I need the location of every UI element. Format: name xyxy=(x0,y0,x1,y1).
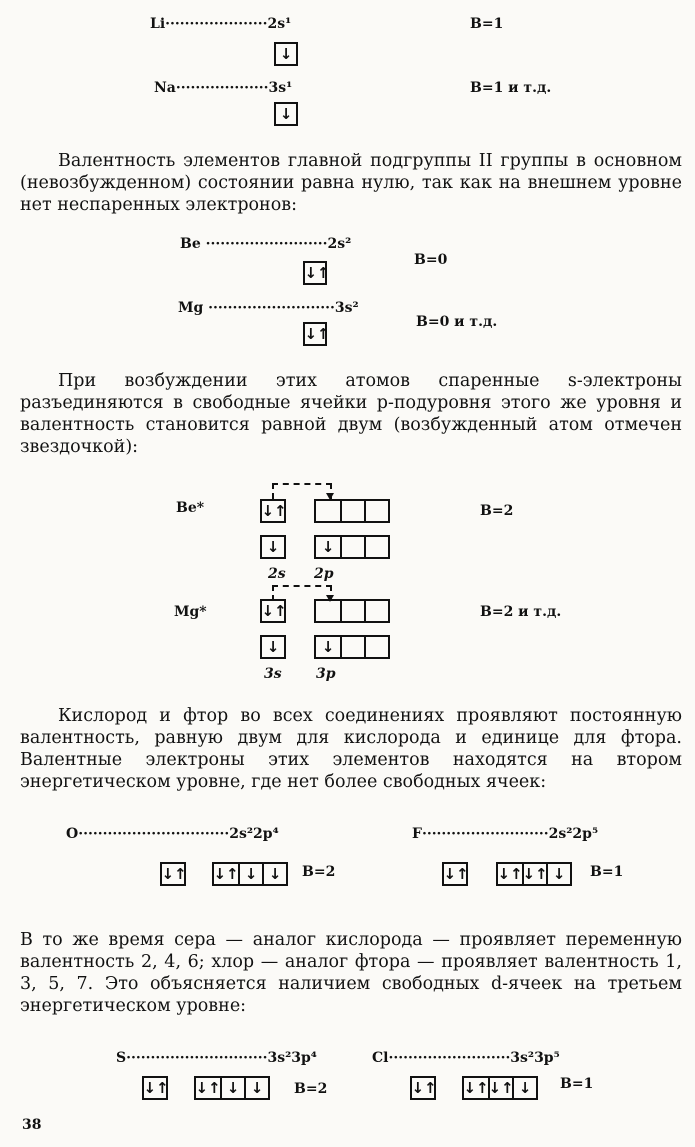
paired-arrows-icon: ↓↑ xyxy=(161,864,187,883)
down-arrow-icon: ↓ xyxy=(321,637,335,656)
be-star-valence: В=2 xyxy=(480,503,514,519)
f-config: F··························2s²2p⁵ xyxy=(412,826,599,842)
empty-cell xyxy=(316,501,340,521)
s-config: S·····························3s²3p⁴ xyxy=(116,1050,317,1066)
paired-arrows-icon: ↓↑ xyxy=(304,263,330,282)
down-arrow-icon: ↓ xyxy=(512,1078,536,1098)
be-config: Be ·························2s² xyxy=(180,236,352,252)
mg-valence: В=0 и т.д. xyxy=(416,314,498,330)
be-2s-label: 2s xyxy=(268,566,286,582)
paired-arrows-icon: ↓↑ xyxy=(497,864,523,883)
o-s-box xyxy=(160,862,186,886)
o-valence: В=2 xyxy=(302,864,336,880)
f-valence: В=1 xyxy=(590,864,624,880)
o-config: O·······························2s²2p⁴ xyxy=(66,826,279,842)
down-arrow-icon: ↓ xyxy=(238,864,262,884)
down-arrow-icon: ↓ xyxy=(244,1078,268,1098)
empty-cell xyxy=(364,637,388,657)
page-number: 38 xyxy=(22,1117,42,1133)
down-arrow-icon: ↓ xyxy=(279,104,293,123)
paired-arrows-icon: ↓↑ xyxy=(195,1078,221,1097)
mg-star-s-result xyxy=(260,635,286,659)
cl-valence: В=1 xyxy=(560,1076,594,1092)
down-arrow-icon: ↓ xyxy=(266,537,280,556)
down-arrow-icon: ↓ xyxy=(321,537,335,556)
be-valence: В=0 xyxy=(414,252,448,268)
excitation-dashed-arrow xyxy=(272,483,332,499)
down-arrow-icon: ↓ xyxy=(220,1078,244,1098)
be-orbital-box xyxy=(303,261,330,285)
cl-s-box xyxy=(410,1076,436,1100)
li-orbital-box xyxy=(274,42,298,66)
paired-arrows-icon: ↓↑ xyxy=(261,601,287,620)
mg-star-label: Mg* xyxy=(174,604,207,620)
paragraph-3: Кислород и фтор во всех соединениях проявляют постоянную валентность, равную двум для кислорода и единице для фтора. Валентные электроны этих элементов находятся на втором энергетическом уровне, где нет более свободных ячеек: xyxy=(20,706,682,792)
li-config: Li·····················2s¹ xyxy=(150,16,292,32)
empty-cell xyxy=(340,637,364,657)
down-arrow-icon: ↓ xyxy=(546,864,570,884)
be-star-p-result xyxy=(314,535,390,559)
mg-star-p-result xyxy=(314,635,390,659)
na-orbital-box xyxy=(274,102,298,126)
empty-cell xyxy=(316,601,340,621)
paired-arrows-icon: ↓↑ xyxy=(488,1078,514,1097)
down-arrow-icon: ↓ xyxy=(262,864,286,884)
f-p-box xyxy=(496,862,572,886)
be-star-label: Be* xyxy=(176,500,205,516)
s-s-box xyxy=(142,1076,168,1100)
empty-cell xyxy=(364,601,388,621)
li-valence: В=1 xyxy=(470,16,504,32)
paired-arrows-icon: ↓↑ xyxy=(304,324,330,343)
paired-arrows-icon: ↓↑ xyxy=(522,864,548,883)
mg-orbital-box xyxy=(303,322,330,346)
be-star-p-empty xyxy=(314,499,390,523)
cl-p-box xyxy=(462,1076,538,1100)
na-valence: В=1 и т.д. xyxy=(470,80,552,96)
mg-star-s-excited xyxy=(260,599,286,623)
down-arrow-icon: ↓ xyxy=(279,44,293,63)
mg-config: Mg ··························3s² xyxy=(178,300,359,316)
s-p-box xyxy=(194,1076,270,1100)
mg-3p-label: 3p xyxy=(316,666,336,682)
paragraph-2: При возбуждении этих атомов спаренные s-электроны разъединяются в свободные ячейки p-подуровня этого же уровня и валентность становится равной двум (возбужденный атом отмечен звездочкой): xyxy=(20,371,682,457)
be-2p-label: 2p xyxy=(314,566,334,582)
mg-3s-label: 3s xyxy=(264,666,282,682)
empty-cell xyxy=(364,501,388,521)
paired-arrows-icon: ↓↑ xyxy=(261,501,287,520)
o-p-box xyxy=(212,862,288,886)
paired-arrows-icon: ↓↑ xyxy=(463,1078,489,1097)
empty-cell xyxy=(340,501,364,521)
paired-arrows-icon: ↓↑ xyxy=(411,1078,437,1097)
be-star-s-result xyxy=(260,535,286,559)
mg-star-p-empty xyxy=(314,599,390,623)
empty-cell xyxy=(364,537,388,557)
paired-arrows-icon: ↓↑ xyxy=(143,1078,169,1097)
be-star-s-excited xyxy=(260,499,286,523)
paired-arrows-icon: ↓↑ xyxy=(443,864,469,883)
empty-cell xyxy=(340,601,364,621)
na-config: Na···················3s¹ xyxy=(154,80,293,96)
empty-cell xyxy=(340,537,364,557)
paired-arrows-icon: ↓↑ xyxy=(213,864,239,883)
paragraph-1: Валентность элементов главной подгруппы II группы в основном (невозбужденном) состоянии равна нулю, так как на внешнем уровне нет неспаренных электронов: xyxy=(20,151,682,215)
down-arrow-icon: ↓ xyxy=(266,637,280,656)
paragraph-4: В то же время сера — аналог кислорода — проявляет переменную валентность 2, 4, 6; хлор — аналог фтора — проявляет валентность 1, 3, 5, 7. Это объясняется наличием свободных d-ячеек на третьем энергетическом уровне: xyxy=(20,930,682,1016)
mg-star-valence: В=2 и т.д. xyxy=(480,604,562,620)
s-valence: В=2 xyxy=(294,1081,328,1097)
cl-config: Cl·························3s²3p⁵ xyxy=(372,1050,560,1066)
f-s-box xyxy=(442,862,468,886)
